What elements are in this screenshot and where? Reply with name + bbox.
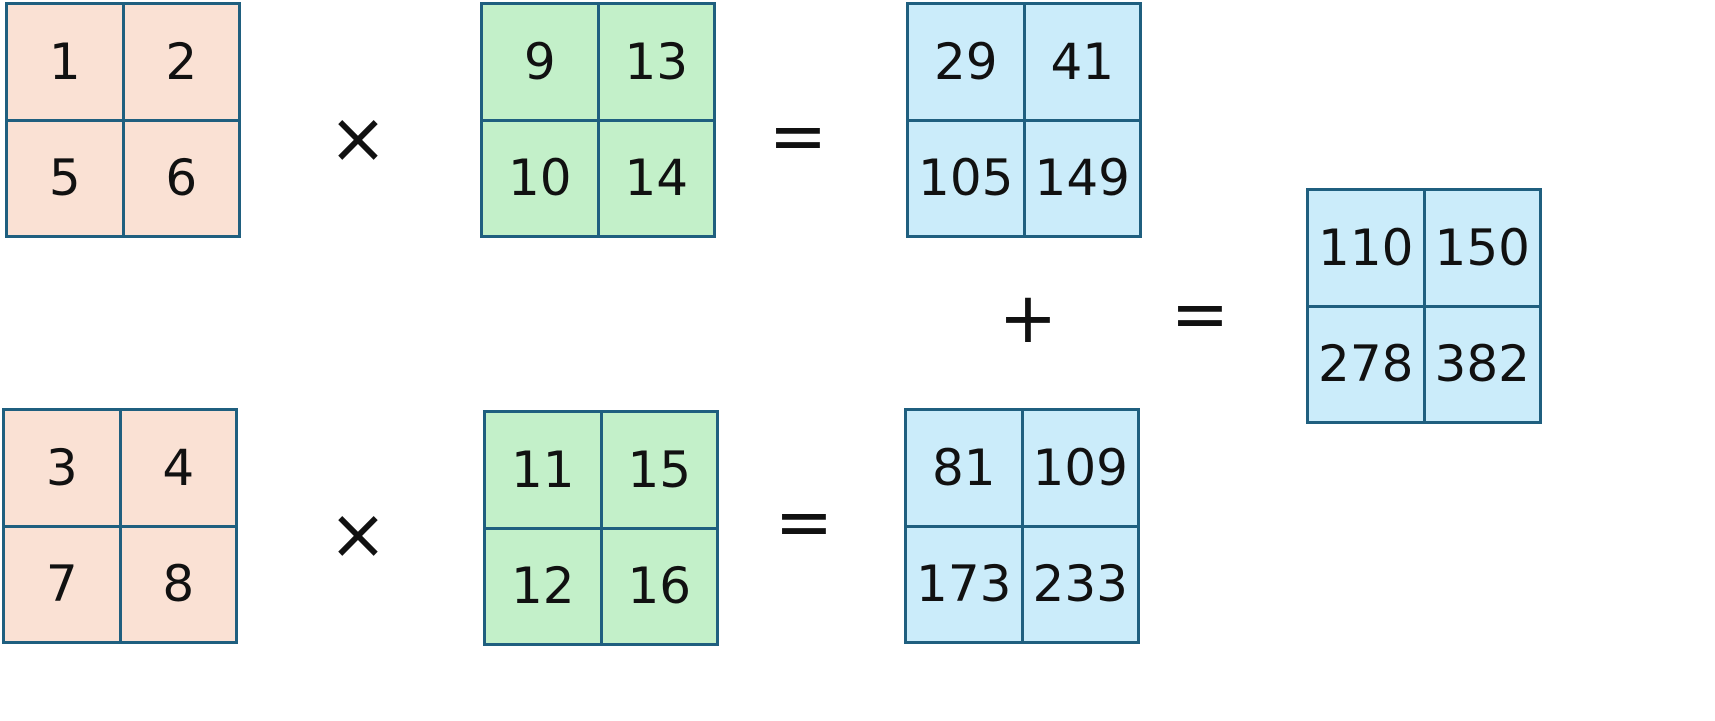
matrix-cell: 110 xyxy=(1309,191,1423,305)
matrix-cell: 105 xyxy=(909,122,1023,236)
matrix-cell: 173 xyxy=(907,528,1021,642)
matrix-cell: 5 xyxy=(8,122,122,236)
matrix-cell: 1 xyxy=(8,5,122,119)
matrix-cell: 278 xyxy=(1309,308,1423,422)
matrix-cell: 6 xyxy=(125,122,239,236)
plus-sign: + xyxy=(998,277,1058,359)
matrix-cell: 2 xyxy=(125,5,239,119)
matrix-cell: 29 xyxy=(909,5,1023,119)
sum-equals-sign: = xyxy=(1170,273,1230,355)
matrix-cell: 12 xyxy=(486,530,600,644)
top-product-matrix xyxy=(906,2,1142,238)
matrix-cell: 150 xyxy=(1426,191,1540,305)
matrix-cell: 4 xyxy=(122,411,236,525)
bottom-multiply-sign: × xyxy=(328,493,388,575)
matrix-cell: 8 xyxy=(122,528,236,642)
matrix-cell: 3 xyxy=(5,411,119,525)
matrix-cell: 109 xyxy=(1024,411,1138,525)
bottom-right-matrix xyxy=(483,410,719,646)
matrix-cell: 9 xyxy=(483,5,597,119)
matrix-cell: 13 xyxy=(600,5,714,119)
matrix-cell: 41 xyxy=(1026,5,1140,119)
sum-result-matrix xyxy=(1306,188,1542,424)
bottom-equals-sign: = xyxy=(774,481,834,563)
top-left-matrix xyxy=(5,2,241,238)
top-right-matrix xyxy=(480,2,716,238)
matrix-cell: 15 xyxy=(603,413,717,527)
matrix-cell: 11 xyxy=(486,413,600,527)
matrix-cell: 14 xyxy=(600,122,714,236)
top-multiply-sign: × xyxy=(328,97,388,179)
matrix-cell: 233 xyxy=(1024,528,1138,642)
matrix-cell: 81 xyxy=(907,411,1021,525)
bottom-product-matrix xyxy=(904,408,1140,644)
matrix-cell: 149 xyxy=(1026,122,1140,236)
top-equals-sign: = xyxy=(768,95,828,177)
bottom-left-matrix xyxy=(2,408,238,644)
matrix-cell: 10 xyxy=(483,122,597,236)
matrix-cell: 16 xyxy=(603,530,717,644)
matrix-cell: 7 xyxy=(5,528,119,642)
matrix-cell: 382 xyxy=(1426,308,1540,422)
